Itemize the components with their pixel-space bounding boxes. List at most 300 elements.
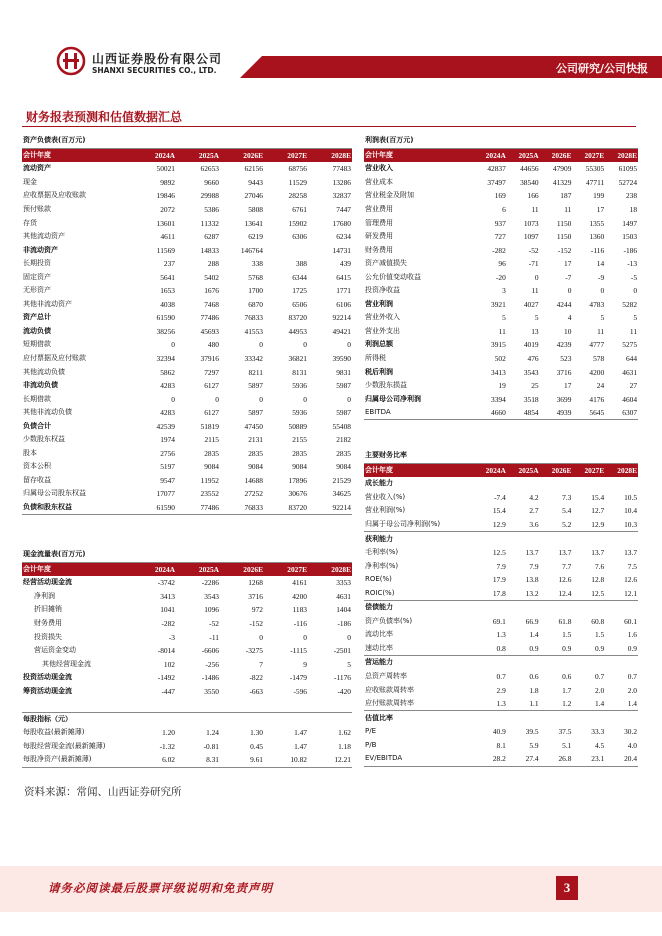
- table-row: [22, 203, 352, 217]
- row-label: 短期借款: [23, 340, 51, 349]
- row-label: 少数股东权益: [23, 435, 65, 444]
- cell-value: 4.5: [594, 740, 605, 750]
- cell-value: 1.5: [594, 630, 605, 640]
- row-label: 营业利润(%): [365, 506, 406, 515]
- cell-value: 5: [502, 313, 506, 323]
- cash-flow-table: [22, 548, 352, 768]
- cell-value: 1183: [292, 605, 307, 615]
- cell-value: 4176: [589, 394, 605, 404]
- header-banner: [0, 56, 662, 78]
- row-label: 其他非流动资产: [23, 299, 72, 308]
- cell-value: 1700: [248, 286, 263, 296]
- company-name-en: SHANXI SECURITIES CO., LTD.: [92, 66, 217, 75]
- table-row: [364, 243, 638, 257]
- cell-value: 146764: [240, 245, 263, 255]
- cell-value: 4854: [507, 406, 540, 420]
- cell-value: 4.0: [627, 740, 638, 750]
- cell-value: 238: [625, 191, 638, 201]
- table-caption: 主要财务比率: [364, 449, 638, 463]
- header-year: 2028E: [308, 148, 352, 162]
- row-label: 资产总计: [23, 313, 51, 322]
- row-label: 流动比率: [365, 630, 393, 639]
- cell-value: 92214: [332, 313, 351, 323]
- cell-value: [308, 712, 352, 726]
- cell-value: 2131: [248, 435, 263, 445]
- table-row: [22, 189, 352, 203]
- table-row: [22, 617, 352, 631]
- cell-value: 0.7: [627, 672, 638, 682]
- cell-value: 4283: [160, 408, 175, 418]
- table-row: [364, 325, 638, 339]
- cell-value: -13: [627, 259, 638, 269]
- cell-value: 3413: [491, 367, 506, 377]
- table-row: [364, 504, 638, 518]
- cell-value: 1.3: [496, 630, 506, 640]
- cell-value: 13.2: [525, 588, 539, 598]
- cell-value: 77483: [332, 164, 351, 174]
- row-label: 营业利润: [365, 299, 393, 308]
- cell-value: 33342: [244, 354, 263, 364]
- cell-value: 34625: [332, 489, 351, 499]
- cell-value: 2835: [248, 448, 263, 458]
- row-label: 资产负债率(%): [365, 616, 413, 625]
- row-label: 归属于母公司净利润(%): [365, 520, 441, 528]
- cell-value: 937: [494, 218, 506, 228]
- cell-value: 15902: [288, 218, 307, 228]
- row-label: 应收票据及应收账款: [23, 191, 86, 200]
- cell-value: 5: [347, 659, 351, 669]
- cell-value: 338: [251, 259, 263, 269]
- cell-value: 5641: [160, 272, 175, 282]
- balance-sheet-table: [22, 134, 352, 515]
- cell-value: 3550: [204, 686, 219, 696]
- section-title: 财务报表预测和估值数据汇总: [26, 110, 183, 124]
- row-label: P/B: [365, 740, 377, 749]
- cell-value: 2115: [204, 435, 219, 445]
- cell-value: 10.4: [624, 506, 638, 516]
- cell-value: 76833: [220, 501, 264, 515]
- row-label: 少数股东损益: [365, 381, 407, 390]
- cell-value: 4631: [622, 367, 638, 377]
- cell-value: 5936: [292, 381, 307, 391]
- table-row: [364, 683, 638, 697]
- row-label: 经营活动现金流: [23, 578, 72, 587]
- income-statement-table: [364, 134, 638, 420]
- header-year: 2025A: [176, 562, 220, 576]
- row-label: 利润总额: [365, 340, 393, 349]
- table-row: [364, 216, 638, 230]
- row-label: 获利能力: [364, 532, 474, 546]
- cell-value: -9: [598, 272, 605, 282]
- cell-value: 4019: [523, 340, 539, 350]
- cell-value: 55408: [332, 421, 351, 431]
- row-label: 投资净收益: [365, 286, 400, 295]
- title-divider: [22, 126, 636, 127]
- cell-value: 12.6: [558, 575, 572, 585]
- cell-value: 17.8: [492, 588, 506, 598]
- cell-value: 727: [494, 232, 506, 242]
- cell-value: -152: [557, 245, 572, 255]
- table-row: [364, 311, 638, 325]
- cell-value: 4161: [292, 578, 307, 588]
- cell-value: [507, 532, 540, 546]
- header-label: 会计年度: [22, 148, 132, 162]
- cell-value: [264, 698, 308, 712]
- cell-value: 169: [494, 191, 506, 201]
- cell-value: 12.9: [492, 520, 506, 529]
- table-row: [364, 656, 638, 670]
- table-row: [364, 284, 638, 298]
- cell-value: [572, 656, 605, 670]
- cell-value: 4604: [622, 394, 638, 404]
- cell-value: [132, 698, 176, 712]
- cell-value: 33.3: [591, 727, 605, 737]
- cell-value: 41553: [244, 326, 263, 336]
- table-row: [364, 697, 638, 711]
- cell-value: -3742: [157, 578, 175, 588]
- cell-value: -1479: [289, 673, 307, 683]
- cell-value: 1268: [248, 578, 263, 588]
- cell-value: 11952: [200, 475, 219, 485]
- table-row: [22, 460, 352, 474]
- row-label: 非流动负债: [23, 381, 58, 390]
- cell-value: [474, 711, 507, 725]
- page-header: [0, 0, 662, 92]
- cell-value: 0: [171, 340, 175, 350]
- header-year: 2024A: [474, 148, 507, 162]
- row-label: 每股净资产(最新摊薄): [22, 753, 132, 767]
- cell-value: -822: [249, 673, 263, 683]
- cell-value: 6506: [292, 299, 307, 309]
- cell-value: 11: [531, 205, 539, 214]
- cell-value: 11: [597, 326, 605, 336]
- row-label: 每股经营现金流(最新摊薄): [23, 741, 106, 750]
- cell-value: 166: [527, 191, 539, 201]
- cell-value: 1497: [622, 218, 638, 228]
- cell-value: 13: [531, 326, 539, 336]
- cell-value: 32394: [156, 354, 175, 364]
- cell-value: 96: [498, 259, 506, 269]
- cell-value: 7: [259, 659, 263, 669]
- row-label: 研发费用: [365, 232, 393, 241]
- cell-value: [540, 532, 573, 546]
- cell-value: 6761: [292, 205, 307, 214]
- cell-value: 83720: [288, 313, 307, 323]
- row-label: 营业费用: [365, 205, 393, 213]
- cell-value: 1.5: [562, 630, 572, 640]
- cell-value: 15.4: [591, 492, 605, 502]
- table-row: [364, 162, 638, 176]
- cell-value: 9443: [248, 177, 263, 187]
- table-row: [22, 684, 352, 698]
- table-row: [22, 740, 352, 754]
- cell-value: 11569: [156, 245, 175, 255]
- cell-value: 5897: [248, 381, 263, 391]
- cell-value: 17: [596, 205, 605, 214]
- table-row: [22, 501, 352, 515]
- cell-value: [220, 712, 264, 726]
- cell-value: -52: [209, 619, 219, 628]
- cell-value: 60.8: [591, 616, 605, 626]
- cell-value: [507, 601, 540, 615]
- cell-value: 13.8: [525, 575, 539, 585]
- cell-value: 0.9: [594, 643, 605, 653]
- cell-value: -186: [623, 245, 638, 255]
- cell-value: 0.8: [496, 643, 506, 653]
- cell-value: 44656: [520, 164, 539, 174]
- cell-value: 2835: [336, 448, 351, 458]
- cell-value: 3915: [491, 340, 506, 350]
- table-header-row: [364, 463, 638, 477]
- row-label: 每股收益(最新摊薄): [23, 728, 85, 737]
- cell-value: -447: [161, 686, 175, 696]
- cell-value: 39.5: [525, 727, 539, 737]
- cell-value: 39590: [332, 354, 351, 364]
- header-year: 2024A: [132, 148, 176, 162]
- header-year: 2027E: [572, 463, 605, 477]
- cell-value: 2835: [292, 448, 307, 458]
- cell-value: 6234: [336, 232, 351, 242]
- cell-value: 1.8: [529, 685, 539, 695]
- cell-value: 6106: [336, 299, 351, 309]
- table-row: [22, 712, 352, 726]
- cell-value: 7468: [204, 299, 219, 309]
- cell-value: 5275: [622, 340, 638, 350]
- financial-ratios-table: [364, 449, 638, 767]
- cell-value: 47450: [244, 421, 263, 431]
- cell-value: 9084: [292, 462, 307, 472]
- cell-value: 0: [215, 394, 219, 404]
- cell-value: 1150: [556, 218, 572, 228]
- cell-value: 5: [600, 313, 605, 323]
- row-label: 无形资产: [23, 286, 51, 295]
- cell-value: [605, 601, 638, 615]
- banner-slant: [240, 56, 262, 78]
- cell-value: [264, 712, 308, 726]
- row-label: 归属母公司净利润: [365, 394, 421, 403]
- table-row: [364, 670, 638, 684]
- cell-value: 6127: [204, 381, 219, 391]
- cell-value: 2.0: [594, 685, 605, 695]
- cell-value: [605, 477, 638, 491]
- cell-value: 0.7: [594, 672, 605, 682]
- row-label: 净利率(%): [365, 561, 399, 570]
- cell-value: 66.9: [525, 616, 539, 626]
- cell-value: 5: [633, 313, 638, 323]
- row-label: EBITDA: [364, 406, 474, 420]
- cell-value: 5: [534, 313, 539, 323]
- cell-value: 0: [347, 394, 351, 404]
- cell-value: 480: [207, 340, 219, 350]
- table-row: [22, 392, 352, 406]
- cell-value: 3543: [523, 367, 539, 377]
- cell-value: 1.2: [562, 699, 572, 709]
- cell-value: 5645: [572, 406, 605, 420]
- cell-value: 49421: [332, 326, 351, 336]
- row-label: 折旧摊销: [34, 605, 62, 614]
- table-row: [364, 725, 638, 739]
- row-label: 公允价值变动收益: [365, 272, 421, 281]
- cell-value: 1653: [160, 286, 175, 296]
- table-row: [364, 189, 638, 203]
- cell-value: 3921: [491, 299, 506, 309]
- row-label: 归属母公司股东权益: [23, 489, 86, 498]
- cell-value: 523: [560, 354, 572, 364]
- table-caption: 资产负债表(百万元): [22, 134, 352, 148]
- cell-value: 0: [600, 286, 605, 296]
- cell-value: 1404: [336, 605, 351, 615]
- cell-value: 8131: [292, 367, 307, 377]
- cell-value: 0.6: [529, 672, 539, 682]
- cell-value: 0.9: [627, 643, 638, 653]
- cell-value: 13641: [244, 218, 263, 228]
- table-row: [364, 176, 638, 190]
- header-year: 2024A: [474, 463, 507, 477]
- row-label: 应付账款周转率: [365, 699, 414, 708]
- header-label: 会计年度: [22, 562, 132, 576]
- table-row: [364, 379, 638, 393]
- table-row: [22, 176, 352, 190]
- cell-value: 9084: [248, 462, 263, 472]
- cell-value: 62653: [200, 164, 219, 174]
- cell-value: 0.6: [562, 672, 572, 682]
- cell-value: 7.3: [562, 492, 572, 502]
- table-row: [364, 628, 638, 642]
- cell-value: 10.3: [624, 520, 638, 529]
- cell-value: [176, 698, 220, 712]
- cell-value: 4244: [556, 299, 572, 309]
- cell-value: -186: [337, 619, 351, 628]
- cell-value: 51819: [200, 421, 219, 431]
- cell-value: 0: [303, 394, 307, 404]
- cell-value: 26.8: [540, 752, 573, 766]
- report-type: 公司研究/公司快报: [555, 62, 648, 75]
- row-label: 财务费用: [34, 619, 62, 627]
- cell-value: 2835: [204, 448, 219, 458]
- cell-value: 1041: [160, 605, 175, 615]
- table-row: [22, 433, 352, 447]
- cell-value: 13601: [156, 218, 175, 228]
- cell-value: 1.47: [294, 728, 307, 738]
- cell-value: 1.30: [250, 728, 263, 738]
- cell-value: 50889: [288, 421, 307, 431]
- source-note: 资料来源：常闻、山西证券研究所: [24, 786, 182, 798]
- cell-value: -663: [249, 686, 263, 696]
- cell-value: 1725: [292, 286, 307, 296]
- table-row: [22, 590, 352, 604]
- cell-value: 1.62: [338, 728, 351, 738]
- cell-value: -6606: [201, 646, 219, 656]
- cell-value: [474, 532, 507, 546]
- cell-value: 25: [531, 381, 539, 391]
- cell-value: 10: [564, 326, 572, 336]
- disclaimer-link[interactable]: 请务必阅读最后股票评级说明和免责声明: [48, 881, 273, 895]
- cell-value: 1771: [336, 286, 351, 296]
- cell-value: 102: [163, 659, 175, 669]
- row-label: [22, 698, 132, 712]
- cell-value: 288: [207, 259, 219, 269]
- table-row: [22, 447, 352, 461]
- cell-value: 8.1: [496, 740, 506, 750]
- cell-value: 23.1: [572, 752, 605, 766]
- cell-value: -7: [565, 272, 572, 282]
- cell-value: 7.5: [627, 561, 638, 571]
- cell-value: -71: [528, 259, 539, 269]
- table-row: [364, 586, 638, 600]
- table-row: [22, 325, 352, 339]
- cell-value: -1486: [201, 673, 219, 683]
- cell-value: 578: [593, 354, 605, 364]
- cell-value: 76833: [244, 313, 263, 323]
- row-label: 营业外支出: [365, 326, 400, 335]
- page-footer: [0, 866, 662, 912]
- cell-value: 1.47: [294, 741, 307, 751]
- cell-value: 5897: [248, 408, 263, 418]
- cell-value: [220, 698, 264, 712]
- row-label: 每股指标（元）: [22, 712, 132, 726]
- cell-value: 50021: [156, 164, 175, 174]
- table-row: [22, 753, 352, 767]
- cell-value: 1.7: [562, 685, 572, 695]
- cell-value: 3413: [160, 591, 175, 601]
- cell-value: 12.5: [492, 548, 506, 558]
- cell-value: 4.2: [529, 492, 539, 502]
- cell-value: 5386: [204, 205, 219, 214]
- cell-value: 5862: [160, 367, 175, 377]
- table-row: [364, 338, 638, 352]
- cell-value: 24: [596, 381, 605, 391]
- table-row: [364, 298, 638, 312]
- row-label: 财务费用: [365, 245, 393, 254]
- row-label: 营业外收入: [365, 313, 400, 322]
- cell-value: 17896: [288, 475, 307, 485]
- table-caption: 现金流量表(百万元): [22, 548, 352, 562]
- cell-value: -3: [168, 632, 175, 642]
- cell-value: 30.2: [624, 727, 638, 737]
- row-label: 营业收入(%): [365, 492, 406, 501]
- cell-value: 28258: [288, 191, 307, 201]
- table-row: [22, 474, 352, 488]
- table-row: [22, 284, 352, 298]
- cell-value: 23552: [200, 489, 219, 499]
- row-label: 所得税: [365, 354, 386, 363]
- header-year: 2026E: [540, 463, 573, 477]
- table-row: [364, 392, 638, 406]
- table-row: [22, 487, 352, 501]
- cell-value: 13286: [332, 177, 351, 187]
- row-label: 成长能力: [365, 479, 393, 488]
- table-row: [22, 365, 352, 379]
- table-row: [364, 642, 638, 656]
- table-row: [22, 379, 352, 393]
- header-year: 2028E: [605, 148, 638, 162]
- table-row: [22, 576, 352, 590]
- cell-value: 1.24: [206, 728, 219, 738]
- cell-value: 19: [498, 381, 506, 391]
- cell-value: 5.9: [529, 740, 539, 750]
- cell-value: 62156: [244, 164, 263, 174]
- cell-value: [572, 601, 605, 615]
- cell-value: 17: [564, 381, 572, 391]
- cell-value: 0: [534, 272, 539, 282]
- cell-value: 4660: [474, 406, 507, 420]
- row-label: ROE(%): [365, 575, 392, 584]
- table-row: [364, 546, 638, 560]
- row-label: 偿债能力: [364, 601, 474, 615]
- cell-value: 1096: [204, 605, 219, 615]
- cell-value: 12.7: [591, 506, 605, 516]
- cell-value: 6.02: [132, 753, 176, 767]
